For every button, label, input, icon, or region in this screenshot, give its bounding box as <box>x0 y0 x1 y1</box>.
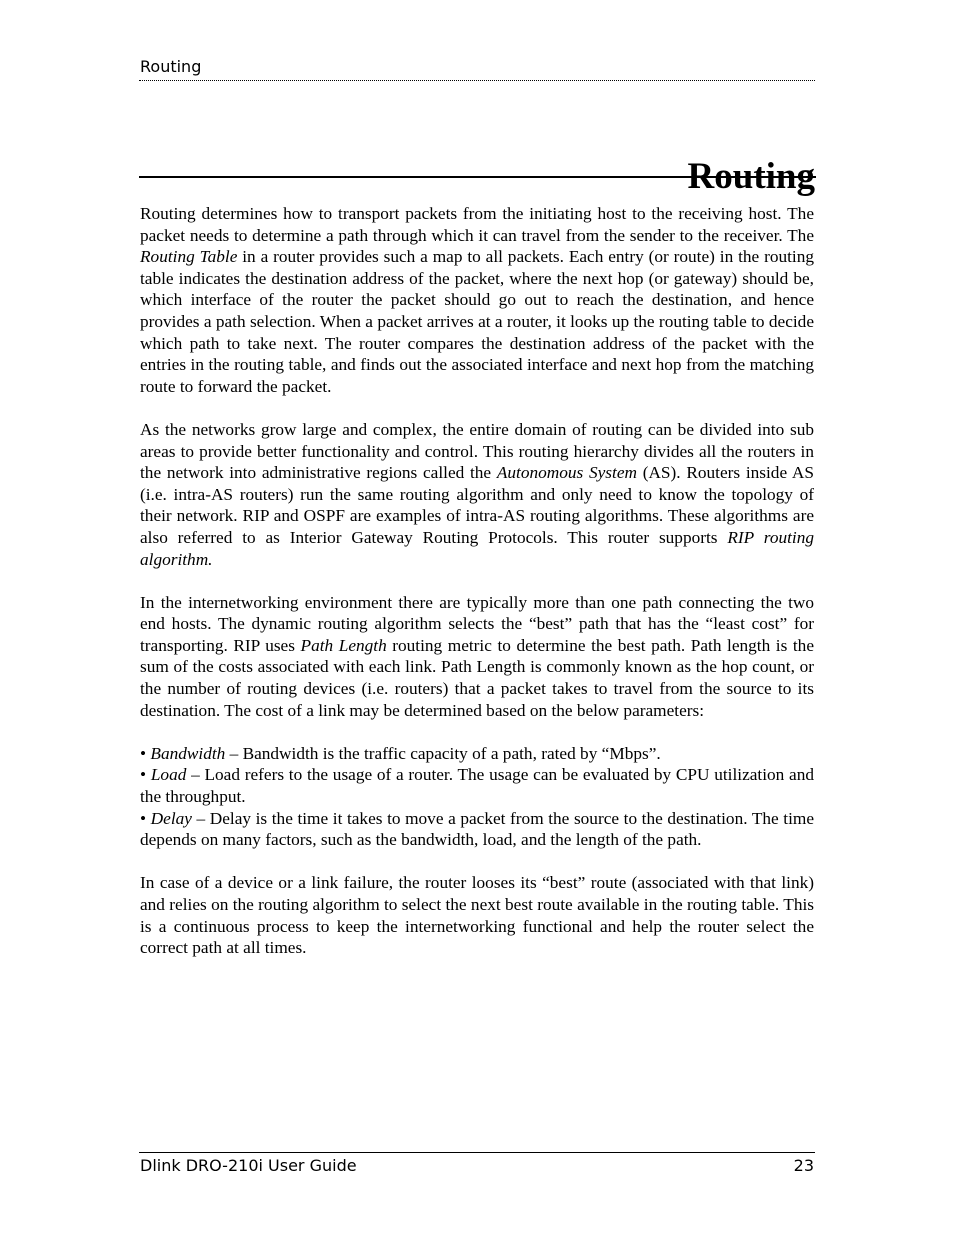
title-divider <box>139 176 816 178</box>
emphasis-rip: RIP routing algorithm. <box>140 527 815 569</box>
bullet-delay <box>140 808 814 851</box>
paragraph-intro <box>140 203 814 397</box>
footer-divider <box>139 1152 815 1153</box>
emphasis-path-length: Path Length <box>300 635 387 655</box>
bullet-term: Delay <box>150 808 192 828</box>
emphasis-routing-table: Routing Table <box>140 247 238 267</box>
bullet-marker: • <box>140 743 147 763</box>
bullet-marker: • <box>140 808 147 828</box>
bullet-load <box>140 764 814 807</box>
text-run: In the internetworking environment there are typically more than one path connecting the two end hosts. The dynamic routing algorithm selects the “best” path that has the “least cost” for transporting. RIP uses <box>140 592 814 655</box>
text-run: in a router provides such a map to all packets. Each entry (or route) in the routing table indicates the destination address of the packet, where the next hop (or gateway) should be, which interface of the router the packet should go out to reach the destination, and hence provides a path selection. When a packet arrives at a router, it looks up the routing table to decide which path to take next. The router compares the destination address of the packet with the entries in the routing table, and finds out the associated interface and next hop from the matching route to forward the packet. <box>140 247 814 396</box>
bullet-bandwidth <box>140 743 814 765</box>
page-footer <box>140 1155 814 1177</box>
paragraph-failure: In case of a device or a link failure, the router looses its “best” route (associated with that link) and relies on the routing algorithm to select the next best route available in the routing table. This is a continuous process to keep the internetworking functional and help the router select the correct path at all times. <box>140 873 814 958</box>
paragraph-autonomous-system <box>140 419 814 570</box>
text-run: (AS). Routers inside AS (i.e. intra-AS routers) run the same routing algorithm and only need to know the topology of their network. RIP and OSPF are examples of intra-AS routing algorithms. These algorithms are also referred to as Interior Gateway Routing Protocols. This router supports <box>140 463 814 547</box>
text-run: As the networks grow large and complex, the entire domain of routing can be divided into sub areas to provide better functionality and control. This routing hierarchy divides all the routers in the network into administrative regions called the <box>140 419 814 483</box>
paragraph-path-length <box>140 592 814 722</box>
bullet-text: – Load refers to the usage of a router. The usage can be evaluated by CPU utilization and the throughput. <box>140 765 814 807</box>
body-text <box>140 203 814 980</box>
page-title: Routing <box>687 155 815 197</box>
bullet-term: Bandwidth <box>150 743 226 763</box>
text-run: routing metric to determine the best path. Path length is the sum of the costs associated with each link. Path Length is commonly known as the hop count, or the number of routing devices (i.e. routers) that a packet takes to travel from the source to its destination. The cost of a link may be determined based on the below parameters: <box>140 635 814 720</box>
header-divider <box>139 80 815 81</box>
page-number: 23 <box>793 1156 814 1175</box>
running-header: Routing <box>140 57 202 76</box>
bullet-text: – Bandwidth is the traffic capacity of a path, rated by “Mbps”. <box>225 743 661 763</box>
bullet-marker: • <box>140 765 147 785</box>
emphasis-autonomous-system: Autonomous System <box>496 463 637 483</box>
text-run: Routing determines how to transport packets from the initiating host to the receiving host. The packet needs to determine a path through which it can travel from the sender to the receiver. The <box>140 204 814 245</box>
bullet-term: Load <box>150 765 187 785</box>
footer-guide-title: Dlink DRO-210i User Guide <box>140 1156 357 1175</box>
bullet-text: – Delay is the time it takes to move a packet from the source to the destination. The time depends on many factors, such as the bandwidth, load, and the length of the path. <box>140 808 814 850</box>
